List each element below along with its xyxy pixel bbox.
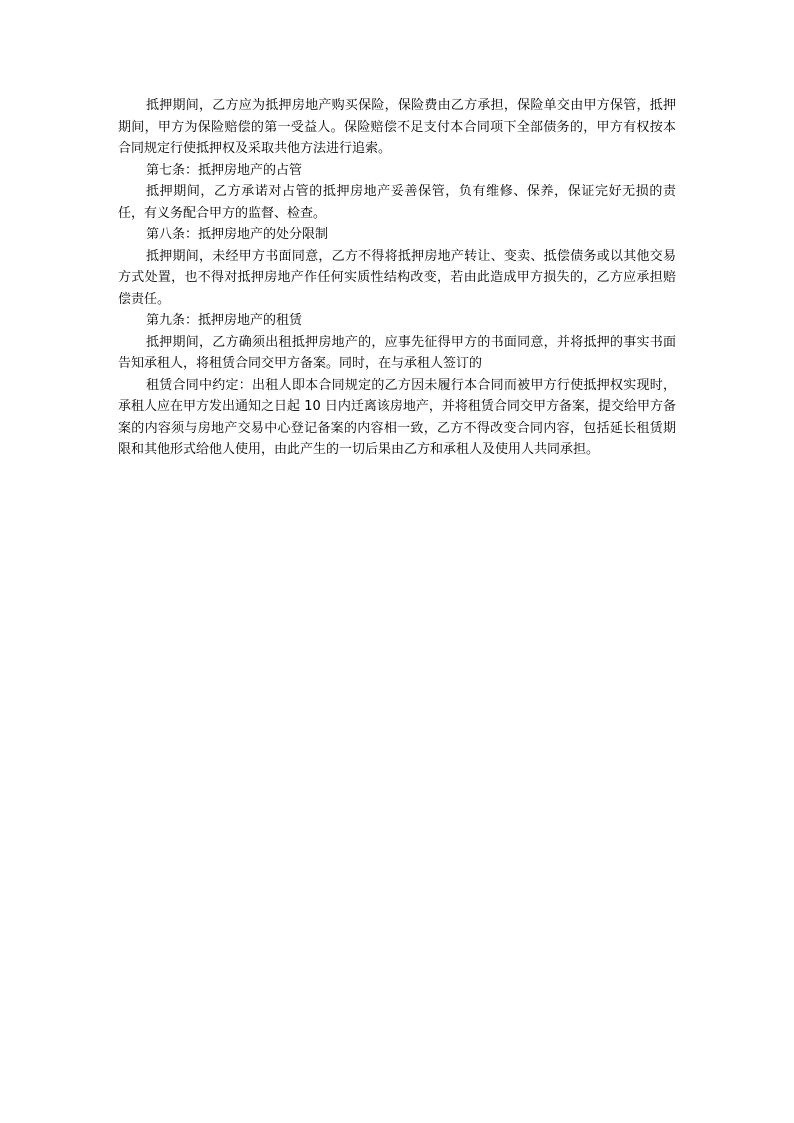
paragraph-lease-terms: 租赁合同中约定：出租人即本合同规定的乙方因未履行本合同而被甲方行使抵押权实现时，承租人应在甲方发出通知之日起 10 日内迁离该房地产，并将租赁合同交甲方备案，提交给甲方备案的内容须与房地产交易中心登记备案的内容相一致，乙方不得改变合同内容，包括延长租赁期限和其他形式给他人使用，由此产生的一切后果由乙方和承租人及使用人共同承担。 — [118, 377, 676, 457]
article-7-heading: 第七条：抵押房地产的占管 — [146, 162, 303, 178]
article-9-heading: 第九条：抵押房地产的租赁 — [146, 313, 303, 328]
document-body — [118, 95, 676, 461]
article-8-heading: 第八条：抵押房地产的处分限制 — [146, 227, 329, 242]
paragraph-disposal-restriction: 抵押期间，未经甲方书面同意，乙方不得将抵押房地产转让、变卖、抵偿债务或以其他交易方式处置，也不得对抵押房地产作任何实质性结构改变，若由此造成甲方损失的，乙方应承担赔偿责任。 — [118, 248, 676, 307]
paragraph-insurance: 抵押期间，乙方应为抵押房地产购买保险，保险费由乙方承担，保险单交由甲方保管，抵押期间，甲方为保险赔偿的第一受益人。保险赔偿不足支付本合同项下全部债务的，甲方有权按本合同规定行使抵押权及采取共他方法进行追索。 — [118, 98, 676, 156]
paragraph-custody: 抵押期间，乙方承诺对占管的抵押房地产妥善保管，负有维修、保养，保证完好无损的责任，有义务配合甲方的监督、检查。 — [118, 184, 676, 221]
paragraph-lease-consent: 抵押期间，乙方确须出租抵押房地产的，应事先征得甲方的书面同意，并将抵押的事实书面告知承租人，将租赁合同交甲方备案。同时，在与承租人签订的 — [118, 334, 676, 371]
